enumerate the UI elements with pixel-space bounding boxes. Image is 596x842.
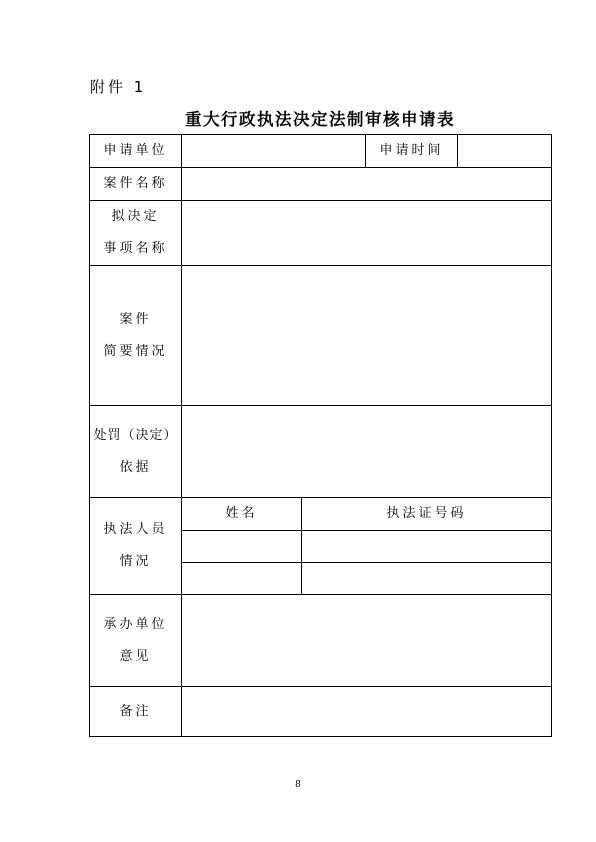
label-penalty-basis [90,406,182,498]
application-form-table [89,134,552,737]
row-penalty-basis [90,406,552,498]
field-application-time[interactable] [458,135,552,168]
label-penalty-basis-line1: 处罚（决定） [93,427,178,443]
form-title: 重大行政执法决定法制审核申请表 [185,110,455,129]
label-officers-line2: 情况 [119,554,152,569]
header-officer-cert: 执法证号码 [302,498,552,531]
row-handling-opinion [90,595,552,687]
field-officer-1-cert[interactable] [302,531,552,563]
label-handling-opinion-line1: 承办单位 [103,616,168,632]
field-case-summary[interactable] [182,266,552,406]
label-penalty-basis-line2: 依据 [119,459,152,475]
label-case-name: 案件名称 [90,168,182,201]
label-case-summary [90,266,182,406]
field-proposed-decision[interactable] [182,201,552,266]
label-applicant-unit: 申请单位 [90,135,182,168]
row-officers-header [90,498,552,531]
label-handling-opinion-line2: 意见 [119,648,152,664]
label-proposed-decision-line2: 事项名称 [103,241,168,256]
label-case-summary-line1: 案件 [119,311,152,327]
label-application-time: 申请时间 [366,135,458,168]
attachment-label: 附件 1 [90,78,147,96]
label-proposed-decision-line1: 拟决定 [111,209,160,224]
row-proposed-decision [90,201,552,266]
label-proposed-decision [90,201,182,266]
row-case-summary [90,266,552,406]
field-penalty-basis[interactable] [182,406,552,498]
field-officer-2-cert[interactable] [302,563,552,595]
label-remarks: 备注 [90,687,182,737]
field-officer-2-name[interactable] [182,563,302,595]
row-remarks [90,687,552,737]
label-officers-line1: 执法人员 [103,522,168,537]
label-officers [90,498,182,595]
header-officer-name: 姓名 [182,498,302,531]
row-applicant-unit [90,135,552,168]
field-case-name[interactable] [182,168,552,201]
label-handling-opinion [90,595,182,687]
field-remarks[interactable] [182,687,552,737]
field-officer-1-name[interactable] [182,531,302,563]
label-case-summary-line2: 简要情况 [103,343,168,359]
field-applicant-unit[interactable] [182,135,366,168]
row-case-name [90,168,552,201]
page-number: 8 [295,780,301,790]
field-handling-opinion[interactable] [182,595,552,687]
